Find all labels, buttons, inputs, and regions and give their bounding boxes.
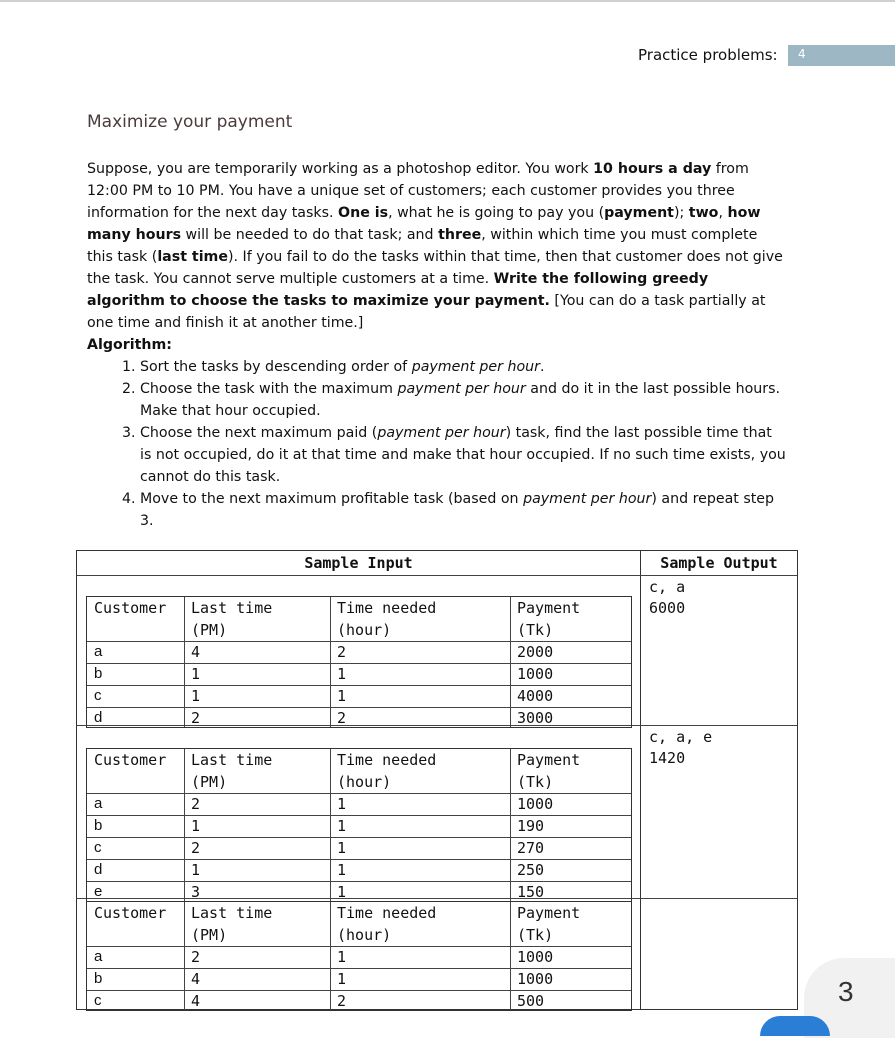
step-text-run: Move to the next maximum profitable task (based on (140, 491, 524, 507)
table-cell: 270 (517, 839, 545, 857)
header-label: Practice problems: (638, 46, 778, 64)
table-cell: 1000 (517, 665, 554, 683)
table-cell: d (94, 861, 103, 878)
table-cell: b (94, 817, 103, 834)
header-tab (788, 45, 895, 66)
table-cell: 1 (337, 839, 347, 857)
intro-text-run: , (718, 205, 728, 221)
table-cell: a (94, 795, 103, 812)
column-divider (184, 902, 185, 1010)
table-cell: Last time (191, 599, 273, 617)
table-cell: Time needed (337, 751, 437, 769)
sample-input-header: Sample Input (304, 554, 413, 572)
column-divider (184, 749, 185, 901)
table-cell: 2 (191, 839, 201, 857)
table-cell: Last time (191, 751, 273, 769)
step-text-run: payment per hour (397, 381, 526, 397)
table-cell: 250 (517, 861, 545, 879)
step-text-run: Sort the tasks by descending order of (140, 359, 412, 375)
scroll-indicator (760, 1016, 830, 1036)
table-cell: 1 (191, 817, 201, 835)
table-cell: 1 (337, 948, 347, 966)
intro-text-run: payment (604, 205, 674, 221)
table-cell: c (94, 839, 102, 856)
table-cell: 2 (191, 709, 201, 727)
table-cell: Customer (94, 751, 167, 769)
problem-title: Maximize your payment (87, 112, 293, 132)
sample-case-table (86, 596, 632, 728)
sample-output-line: 6000 (649, 599, 686, 617)
table-cell: 1 (337, 970, 347, 988)
table-cell: (Tk) (517, 773, 554, 791)
intro-text-run: Suppose, you are temporarily working as a photoshop editor. You work (87, 161, 594, 177)
intro-text-run: two (688, 205, 719, 221)
table-cell: (hour) (337, 926, 392, 944)
table-cell: a (94, 948, 103, 965)
table-divider (640, 551, 641, 1009)
algorithm-step (140, 378, 787, 422)
table-cell: 4000 (517, 687, 554, 705)
row-divider (87, 859, 631, 860)
page-number: 3 (838, 976, 854, 1007)
sample-output-line: c, a, e (649, 728, 713, 746)
step-text-run: payment per hour (523, 491, 652, 507)
table-cell: 3000 (517, 709, 554, 727)
problem-body (87, 158, 787, 532)
table-cell: 2 (337, 709, 347, 727)
table-cell: (Tk) (517, 621, 554, 639)
table-cell: 1 (337, 665, 347, 683)
intro-text-run: , within which time you must complete this task ( (87, 227, 758, 265)
table-cell: Customer (94, 599, 167, 617)
intro-text-run: ); (673, 205, 689, 221)
table-cell: Time needed (337, 904, 437, 922)
table-cell: (PM) (191, 773, 228, 791)
intro-text-run: ). If you fail to do the tasks within that time, then that customer does not give the task. You cannot serve multiple customers at a time. (87, 249, 783, 287)
intro-text-run: [You can do a task partially at one time and finish it at another time.] (87, 293, 766, 331)
table-cell: 500 (517, 992, 545, 1010)
table-cell: 3 (191, 883, 201, 901)
intro-text-run: three (438, 227, 482, 243)
table-cell: 4 (191, 992, 201, 1010)
step-text-run: ) task, find the last possible time that is not occupied, do it at that time and make that hour occupied. If no such time exists, you cannot do this task. (140, 425, 786, 485)
column-divider (510, 902, 511, 1010)
table-cell: (hour) (337, 621, 392, 639)
table-cell: (PM) (191, 926, 228, 944)
column-divider (510, 749, 511, 901)
table-cell: Payment (517, 599, 581, 617)
sample-table (76, 550, 798, 1010)
table-cell: 4 (191, 643, 201, 661)
row-divider (87, 990, 631, 991)
algorithm-steps (87, 356, 787, 532)
intro-text-run: last time (157, 249, 228, 265)
table-cell: 1 (337, 861, 347, 879)
table-cell: 1 (191, 687, 201, 705)
row-divider (87, 815, 631, 816)
intro-text-run: from 12:00 PM to 10 PM. You have a unique set of customers; each customer provides you three information for the next day tasks. (87, 161, 749, 221)
sample-output-header: Sample Output (660, 554, 778, 572)
intro-text-run: , what he is going to pay you ( (388, 205, 605, 221)
row-divider (87, 837, 631, 838)
table-cell: 2 (191, 948, 201, 966)
sample-case-table (86, 901, 632, 1011)
table-cell: 4 (191, 970, 201, 988)
column-divider (330, 902, 331, 1010)
header-tab-number: 4 (798, 47, 806, 61)
table-cell: c (94, 992, 102, 1009)
table-cell: 1000 (517, 795, 554, 813)
table-cell: 2 (191, 795, 201, 813)
top-border (0, 0, 895, 2)
step-text-run: payment per hour (377, 425, 506, 441)
table-cell: d (94, 709, 103, 726)
intro-text-run: how many hours (87, 205, 761, 243)
step-text-run: Choose the next maximum paid ( (140, 425, 378, 441)
step-text-run: payment per hour (411, 359, 540, 375)
step-text-run: ) and repeat step 3. (140, 491, 775, 529)
row-divider (87, 881, 631, 882)
table-cell: 2000 (517, 643, 554, 661)
table-cell: 1 (337, 687, 347, 705)
table-cell: a (94, 643, 103, 660)
table-cell: (PM) (191, 621, 228, 639)
table-cell: 1000 (517, 970, 554, 988)
intro-paragraph (87, 158, 787, 334)
header-line (77, 575, 797, 576)
column-divider (330, 749, 331, 901)
sample-output-line: 1420 (649, 749, 686, 767)
intro-text-run: One is (338, 205, 389, 221)
table-cell: (hour) (337, 773, 392, 791)
table-cell: Last time (191, 904, 273, 922)
table-cell: 1 (191, 861, 201, 879)
table-cell: 1000 (517, 948, 554, 966)
table-cell: 2 (337, 643, 347, 661)
table-cell: (Tk) (517, 926, 554, 944)
step-text-run: . (540, 359, 545, 375)
table-cell: 1 (337, 883, 347, 901)
table-cell: Payment (517, 751, 581, 769)
step-text-run: and do it in the last possible hours. Make that hour occupied. (140, 381, 781, 419)
algorithm-title: Algorithm: (87, 337, 172, 353)
intro-text-run: will be needed to do that task; and (181, 227, 439, 243)
table-cell: 1 (191, 665, 201, 683)
table-cell: Time needed (337, 599, 437, 617)
step-text-run: Choose the task with the maximum (140, 381, 398, 397)
sample-case-table (86, 748, 632, 902)
table-cell: e (94, 883, 103, 900)
algorithm-step (140, 422, 787, 488)
table-cell: Payment (517, 904, 581, 922)
table-cell: 1 (337, 795, 347, 813)
algorithm-step (140, 356, 787, 378)
sample-output-line: c, a (649, 578, 686, 596)
table-cell: b (94, 665, 103, 682)
table-cell: b (94, 970, 103, 987)
table-cell: 190 (517, 817, 545, 835)
table-cell: 2 (337, 992, 347, 1010)
table-cell: 150 (517, 883, 545, 901)
table-cell: c (94, 687, 102, 704)
algorithm-step (140, 488, 787, 532)
table-cell: Customer (94, 904, 167, 922)
intro-text-run: Write the following greedy algorithm to choose the tasks to maximize your payment. (87, 271, 709, 309)
table-cell: 1 (337, 817, 347, 835)
intro-text-run: 10 hours a day (593, 161, 712, 177)
